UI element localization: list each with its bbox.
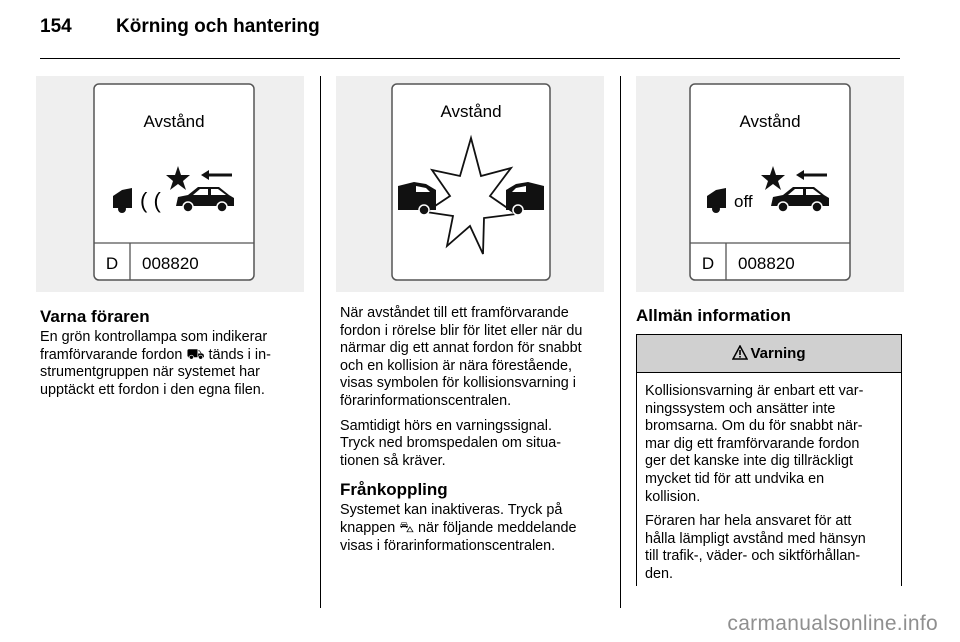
page-title: Körning och hantering [116,16,320,37]
figure-distance-off [636,76,904,292]
warning-body [637,373,901,584]
section-heading-deactivation: Frånkoppling [340,480,448,500]
warning-label: Varning [750,345,806,362]
column-1-text [40,307,308,406]
page-header [40,16,320,38]
warning-box [636,334,902,586]
code-number: 008820 [738,254,795,273]
column-divider-2 [620,76,621,608]
paragraph-deactivation: Systemet kan inaktiveras. Tryck på knappen ⛍ när följande meddelande visas i förarinformationscentralen. [340,502,577,554]
warning-triangle-icon [732,337,748,374]
warning-paragraph-1: Kollisionsvarning är enbart ett var- ningssystem och ansätter inte bromsarna. Om du för snabbt när- mar dig ett framförvarande fordon ger det kanske inte dig tillräckligt mycket tid för att undvika en kollision. [645,383,864,505]
paragraph-collision-symbol: När avståndet till ett framförvarande fordon i rörelse blir för litet eller när du närmar dig ett annat fordon för snabbt och en kollision är nära förestående, visas symbolen för kollisionsvarning i förarinformationscentralen. [340,305,583,409]
watermark: carmanualsonline.info [727,612,938,635]
figure-3-illustration [636,76,904,292]
section-heading-warn-driver: Varna föraren [40,307,150,326]
figure-1-illustration [36,76,304,292]
code-letter: D [105,254,119,273]
display-title: Avstånd [143,112,205,131]
column-divider-1 [320,76,321,608]
warning-paragraph-2: Föraren har hela ansvaret för att hålla lämpligt avstånd med hänsyn till trafik-, väder- och siktförhållan- den. [645,513,866,582]
figure-2-illustration [336,76,604,292]
paragraph-warning-signal: Samtidigt hörs en varningssignal. Tryck ned bromspedalen om situa- tionen så kräver. [340,417,562,469]
code-letter: D [701,254,715,273]
header-rule [40,58,900,59]
column-3-text [636,306,900,328]
display-title: Avstånd [440,102,502,121]
section-heading-general-info: Allmän information [636,306,791,325]
warning-header [637,334,901,373]
code-number: 008820 [142,254,199,273]
paragraph-warn-driver: En grön kontrollampa som indikerar framförvarande fordon ⛟ tänds i in- strumentgruppen när systemet har upptäckt ett fordon i den egna filen. [40,329,271,398]
radar-arcs: ( ( [140,188,161,213]
figure-collision-warning [336,76,604,292]
page-number: 154 [40,16,72,37]
display-title: Avstånd [739,112,801,131]
column-2-text [340,305,610,562]
figure-distance-warning [36,76,304,292]
off-label: off [734,192,753,211]
